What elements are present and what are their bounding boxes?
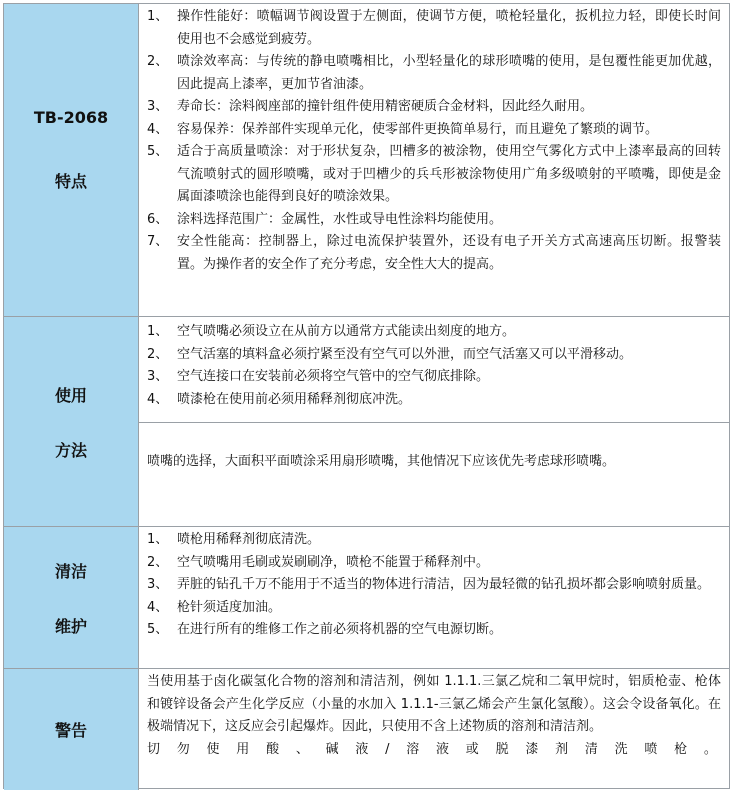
warning-final-char: 清 xyxy=(584,741,598,757)
maintenance-item xyxy=(147,574,721,597)
warning-final-char: 用 xyxy=(236,741,250,757)
maintenance-item xyxy=(147,529,721,552)
warning-final-line xyxy=(147,739,721,762)
feature-item-text: 适合于高质量喷涂：对于形状复杂，凹槽多的被涂物，使用空气雾化方式中上漆率最高的回转气流喷射式的圆形喷嘴，或对于凹槽少的兵乓形被涂物使用广角多级喷射的平喷嘴，即使是金属面漆喷涂也能得到良好的喷涂效果。 xyxy=(177,144,721,204)
warning-final-char: 液 xyxy=(355,741,369,757)
maintenance-item-text: 喷枪用稀释剂彻底清洗。 xyxy=(177,532,321,547)
maintenance-item xyxy=(147,619,721,642)
maintenance-row xyxy=(4,527,729,669)
feature-item-text: 操作性能好：喷幅调节阀设置于左侧面，使调节方便，喷枪轻量化，扳机拉力轻，即使长时间使用也不会感觉到疲劳。 xyxy=(177,9,721,47)
feature-item-number: 6、 xyxy=(147,211,169,227)
maintenance-item xyxy=(147,552,721,575)
features-list xyxy=(139,4,729,316)
usage-item-number: 4、 xyxy=(147,391,169,407)
nozzle-selection-note: 喷嘴的选择，大面积平面喷涂采用扇形喷嘴，其他情况下应该优先考虑球形喷嘴。 xyxy=(147,454,616,469)
warning-final-char: 碱 xyxy=(325,741,339,757)
warning-text: 当使用基于卤化碳氢化合物的溶剂和清洁剂，例如 1.1.1.三氯乙烷和二氧甲烷时，铝质枪壶、枪体和镀锌设备会产生化学反应（小量的水加入 1.1.1-三氯乙烯会产生氯化氢酸）。这会令设备氧化。在极端情况下，这反应会引起爆炸。因此，只使用不含上述物质的溶剂和清洁剂。 xyxy=(147,674,721,734)
usage-item-number: 2、 xyxy=(147,346,169,362)
usage-item xyxy=(147,321,721,344)
warning-final-char: 洗 xyxy=(614,741,628,757)
feature-item-text: 涂料选择范围广：金属性，水性或导电性涂料均能使用。 xyxy=(177,211,503,227)
warning-final-char: 勿 xyxy=(176,741,190,757)
maintenance-item-text: 枪针须适度加油。 xyxy=(177,599,282,615)
warning-final-char: 使 xyxy=(206,741,220,757)
maintenance-item xyxy=(147,597,721,620)
model-number: TB-2068 xyxy=(33,108,109,127)
usage-item-number: 3、 xyxy=(147,369,169,384)
warning-final-char: 溶 xyxy=(406,741,420,757)
features-title: 特点 xyxy=(54,172,87,191)
usage-row xyxy=(4,317,729,527)
warning-final-char: 切 xyxy=(147,741,161,757)
feature-item-text: 寿命长：涂料阀座部的撞针组件使用精密硬质合金材料，因此经久耐用。 xyxy=(177,99,594,114)
feature-item-number: 4、 xyxy=(147,121,169,137)
spec-table xyxy=(3,3,730,789)
warning-label-cell xyxy=(4,669,139,790)
usage-title-line2: 方法 xyxy=(54,440,87,460)
maintenance-item-text: 弄脏的钻孔千万不能用于不适当的物体进行清洁，因为最轻微的钻孔损坏都会影响喷射质量。 xyxy=(177,577,711,592)
feature-item xyxy=(147,51,721,96)
feature-item xyxy=(147,231,721,276)
features-label-cell xyxy=(4,4,139,316)
maintenance-item-text: 在进行所有的维修工作之前必须将机器的空气电源切断。 xyxy=(177,622,503,637)
feature-item-number: 1、 xyxy=(147,9,169,24)
feature-item-text: 喷涂效率高：与传统的静电喷嘴相比，小型轻量化的球形喷嘴的使用，是包覆性能更加优越，因此提高上漆率，更加节省油漆。 xyxy=(177,54,721,92)
warning-final-char: 、 xyxy=(295,741,309,757)
warning-final-char: 。 xyxy=(703,741,717,757)
warning-final-char: / xyxy=(385,741,390,757)
warning-final-char: 或 xyxy=(465,741,479,757)
feature-item xyxy=(147,96,721,119)
maintenance-list xyxy=(139,527,729,668)
maintenance-item-number: 1、 xyxy=(147,532,169,547)
warning-content xyxy=(139,669,729,790)
usage-title-line1: 使用 xyxy=(54,385,87,405)
usage-label-cell xyxy=(4,317,139,526)
features-row xyxy=(4,4,729,317)
feature-item xyxy=(147,119,721,142)
warning-final-char: 液 xyxy=(436,741,450,757)
feature-item-number: 7、 xyxy=(147,234,169,249)
feature-item xyxy=(147,141,721,209)
usage-item-number: 1、 xyxy=(147,324,169,339)
feature-item-number: 5、 xyxy=(147,144,169,159)
maintenance-item-number: 4、 xyxy=(147,599,169,615)
usage-item-text: 空气喷嘴必须设立在从前方以通常方式能读出刻度的地方。 xyxy=(177,324,516,339)
warning-final-char: 漆 xyxy=(525,741,539,757)
maintenance-title-line2: 维护 xyxy=(54,616,87,636)
maintenance-item-number: 2、 xyxy=(147,554,169,570)
usage-note-cell xyxy=(139,422,729,526)
warning-final-char: 喷 xyxy=(644,741,658,757)
feature-item xyxy=(147,209,721,232)
warning-row xyxy=(4,669,729,790)
maintenance-title-line1: 清洁 xyxy=(54,561,87,581)
maintenance-item-text: 空气喷嘴用毛刷或炭刷刷净，喷枪不能置于稀释剂中。 xyxy=(177,554,490,570)
feature-item-text: 容易保养：保养部件实现单元化，使零部件更换简单易行，而且避免了繁琐的调节。 xyxy=(177,121,659,137)
warning-title: 警告 xyxy=(54,721,87,740)
maintenance-item-number: 5、 xyxy=(147,622,169,637)
warning-final-char: 脱 xyxy=(495,741,509,757)
warning-final-char: 酸 xyxy=(266,741,280,757)
warning-final-char: 枪 xyxy=(674,741,688,757)
feature-item-text: 安全性能高：控制器上，除过电流保护装置外，还设有电子开关方式高速高压切断。报警装置。为操作者的安全作了充分考虑，安全性大大的提高。 xyxy=(177,234,721,272)
maintenance-item-number: 3、 xyxy=(147,577,169,592)
usage-item-text: 空气连接口在安装前必须将空气管中的空气彻底排除。 xyxy=(177,369,490,384)
usage-item-text: 空气活塞的填料盒必须拧紧至没有空气可以外泄，而空气活塞又可以平滑移动。 xyxy=(177,346,633,362)
usage-item xyxy=(147,389,721,412)
warning-final-char: 剂 xyxy=(555,741,569,757)
usage-item xyxy=(147,366,721,389)
feature-item-number: 2、 xyxy=(147,54,169,69)
feature-item xyxy=(147,6,721,51)
feature-item-number: 3、 xyxy=(147,99,169,114)
usage-item-text: 喷漆枪在使用前必须用稀释剂彻底冲洗。 xyxy=(177,391,412,407)
maintenance-label-cell xyxy=(4,527,139,668)
usage-item xyxy=(147,344,721,367)
usage-list xyxy=(139,317,729,411)
usage-content xyxy=(139,317,729,526)
